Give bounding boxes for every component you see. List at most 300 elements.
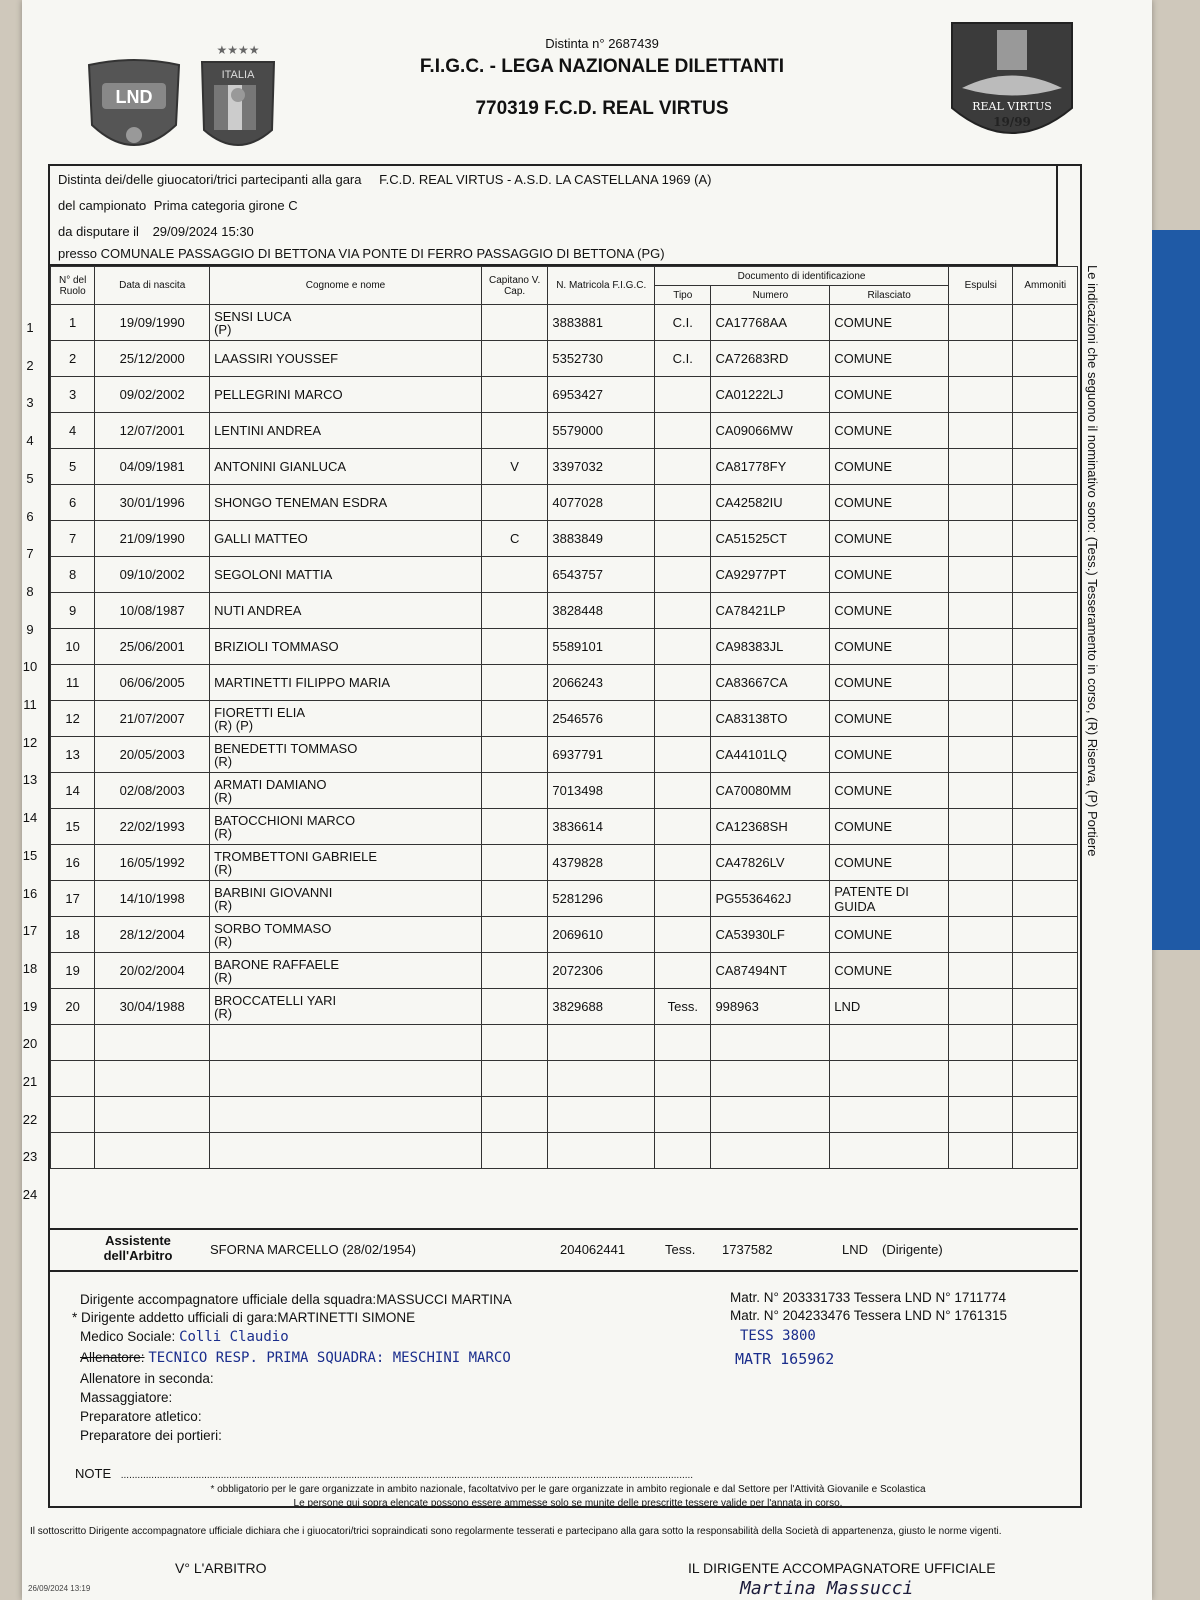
cell-nascita	[95, 1133, 210, 1169]
cell-rilasciato: COMUNE	[830, 629, 949, 665]
cell-nome	[210, 449, 482, 485]
cell-numero	[711, 1025, 830, 1061]
cell-capitano	[481, 305, 547, 341]
cell-numero: CA83667CA	[711, 665, 830, 701]
arbitro-signature-label: V° L'ARBITRO	[175, 1560, 267, 1576]
col-matricola: N. Matricola F.I.G.C.	[548, 267, 655, 305]
club-logo-name: REAL VIRTUS	[972, 100, 1052, 113]
medico-label: Medico Sociale:	[80, 1329, 176, 1344]
dirigente-name: MASSUCCI MARTINA	[376, 1292, 512, 1307]
fine-print-1: * obbligatorio per le gare organizzate in ambito nazionale, facoltatvivo per le gare organizzate in ambito regionale e dal Settore per l'Attività Giovanile e Scolastica	[210, 1484, 926, 1495]
player-name: BARBINI GIOVANNI	[214, 884, 333, 900]
assistant-name: SFORNA MARCELLO (28/02/1954)	[210, 1242, 416, 1257]
svg-text:★★★★: ★★★★	[216, 43, 260, 57]
cell-ammoniti	[1013, 593, 1078, 629]
table-row	[51, 845, 1078, 881]
table-row	[51, 953, 1078, 989]
cell-ammoniti	[1013, 917, 1078, 953]
cell-rilasciato: COMUNE	[830, 449, 949, 485]
addetto-name: MARTINETTI SIMONE	[277, 1310, 416, 1325]
preparatore-label: Preparatore atletico:	[80, 1409, 202, 1424]
cell-nome	[210, 1025, 482, 1061]
table-row	[51, 449, 1078, 485]
cell-espulsi	[949, 629, 1013, 665]
cell-ammoniti	[1013, 953, 1078, 989]
player-name: NUTI ANDREA	[214, 603, 302, 618]
cell-espulsi	[949, 953, 1013, 989]
date-label: da disputare il	[58, 224, 139, 239]
assistant-label	[78, 1233, 198, 1263]
table-row	[51, 881, 1078, 917]
cell-numero	[711, 1061, 830, 1097]
table-row	[51, 989, 1078, 1025]
margin-row-number: 7	[26, 546, 34, 562]
dirigente-matr: Matr. N° 203331733 Tessera LND N° 1711774	[730, 1290, 1006, 1305]
lnd-logo-text: LND	[115, 87, 153, 107]
cell-capitano	[481, 773, 547, 809]
margin-row-number: 4	[26, 433, 34, 449]
cell-numero: CA70080MM	[711, 773, 830, 809]
cell-espulsi	[949, 413, 1013, 449]
cell-rilasciato	[830, 1061, 949, 1097]
margin-row-number: 14	[22, 810, 38, 826]
cell-nascita: 10/08/1987	[95, 593, 210, 629]
match-date: 29/09/2024 15:30	[152, 224, 254, 239]
cell-nome	[210, 953, 482, 989]
assistant-tipo: Tess.	[665, 1242, 696, 1257]
cell-ammoniti	[1013, 377, 1078, 413]
cell-capitano	[481, 341, 547, 377]
cell-ammoniti	[1013, 557, 1078, 593]
cell-espulsi	[949, 773, 1013, 809]
player-name: ANTONINI GIANLUCA	[214, 459, 347, 474]
cell-rilasciato: COMUNE	[830, 773, 949, 809]
date-line	[58, 224, 1018, 239]
dirigente-line	[80, 1292, 512, 1307]
cell-rilasciato: COMUNE	[830, 701, 949, 737]
cell-nome	[210, 377, 482, 413]
cell-espulsi	[949, 845, 1013, 881]
cell-nome	[210, 413, 482, 449]
cell-nome	[210, 989, 482, 1025]
cell-matricola: 3883881	[548, 305, 655, 341]
cell-nascita: 19/09/1990	[95, 305, 210, 341]
cell-espulsi	[949, 1097, 1013, 1133]
cell-nascita: 21/09/1990	[95, 521, 210, 557]
players-table	[50, 266, 1078, 1169]
cell-tipo	[655, 773, 711, 809]
cell-matricola: 3397032	[548, 449, 655, 485]
cell-ammoniti	[1013, 881, 1078, 917]
cell-ammoniti	[1013, 701, 1078, 737]
cell-ruolo: 3	[51, 377, 95, 413]
cell-rilasciato: LND	[830, 989, 949, 1025]
cell-matricola: 5352730	[548, 341, 655, 377]
cell-capitano	[481, 557, 547, 593]
side-legend	[1082, 265, 1102, 985]
table-row	[51, 593, 1078, 629]
assistant-numero: 1737582	[722, 1242, 773, 1257]
table-row	[51, 341, 1078, 377]
cell-ammoniti	[1013, 521, 1078, 557]
cell-ruolo: 15	[51, 809, 95, 845]
player-name: BATOCCHIONI MARCO	[214, 812, 356, 828]
cell-ruolo: 12	[51, 701, 95, 737]
addetto-label: * Dirigente addetto ufficiali di gara:	[72, 1310, 278, 1325]
margin-row-number: 1	[26, 320, 34, 335]
cell-ruolo: 11	[51, 665, 95, 701]
cell-espulsi	[949, 449, 1013, 485]
player-name: BRIZIOLI TOMMASO	[214, 639, 339, 654]
cell-capitano: C	[481, 521, 547, 557]
cell-matricola	[548, 1133, 655, 1169]
massaggiatore-label: Massaggiatore:	[80, 1390, 173, 1405]
margin-row-number: 13	[22, 772, 38, 788]
cell-espulsi	[949, 485, 1013, 521]
italia-logo-text: ITALIA	[221, 69, 255, 81]
cell-ruolo: 14	[51, 773, 95, 809]
cell-numero: CA81778FY	[711, 449, 830, 485]
cell-nascita: 04/09/1981	[95, 449, 210, 485]
cell-capitano	[481, 665, 547, 701]
cell-tipo	[655, 953, 711, 989]
cell-tipo	[655, 917, 711, 953]
cell-espulsi	[949, 1025, 1013, 1061]
cell-ruolo: 7	[51, 521, 95, 557]
cell-nascita: 02/08/2003	[95, 773, 210, 809]
cell-ruolo	[51, 1061, 95, 1097]
table-row	[51, 557, 1078, 593]
player-name: MARTINETTI FILIPPO MARIA	[214, 675, 391, 690]
cell-nome	[210, 629, 482, 665]
cell-ammoniti	[1013, 1133, 1078, 1169]
cell-capitano	[481, 1097, 547, 1133]
table-row	[51, 521, 1078, 557]
cell-matricola: 2546576	[548, 701, 655, 737]
match-teams-line	[58, 172, 1018, 187]
margin-row-number: 8	[26, 583, 34, 599]
cell-tipo	[655, 629, 711, 665]
player-name: PELLEGRINI MARCO	[214, 387, 343, 402]
cell-espulsi	[949, 701, 1013, 737]
cell-ruolo: 9	[51, 593, 95, 629]
margin-row-number: 3	[26, 395, 34, 411]
table-row	[51, 1025, 1078, 1061]
cell-numero: CA92977PT	[711, 557, 830, 593]
table-row	[51, 737, 1078, 773]
cell-rilasciato: COMUNE	[830, 665, 949, 701]
col-numero: Numero	[711, 286, 830, 305]
cell-tipo	[655, 1133, 711, 1169]
allenatore-label: Allenatore:	[80, 1350, 145, 1365]
cell-capitano	[481, 701, 547, 737]
cell-numero: CA47826LV	[711, 845, 830, 881]
player-tag: (R) (P)	[214, 717, 254, 733]
cell-rilasciato: COMUNE	[830, 377, 949, 413]
cell-nascita: 06/06/2005	[95, 665, 210, 701]
cell-nascita: 14/10/1998	[95, 881, 210, 917]
cell-espulsi	[949, 917, 1013, 953]
margin-row-number: 20	[22, 1036, 38, 1052]
cell-matricola: 6953427	[548, 377, 655, 413]
player-name: BROCCATELLI YARI	[214, 992, 337, 1008]
cell-numero: CA17768AA	[711, 305, 830, 341]
cell-ruolo: 1	[51, 305, 95, 341]
player-name: LAASSIRI YOUSSEF	[214, 351, 339, 366]
player-name: BENEDETTI TOMMASO	[214, 740, 358, 756]
declaration: Il sottoscritto Dirigente accompagnatore ufficiale dichiara che i giuocatori/trici sopraindicati sono regolarmente tesserati e partecipano alla gara sotto la responsabilità della Società di appartenenza, giusto le norme vigenti.	[30, 1526, 1002, 1537]
cell-ruolo: 10	[51, 629, 95, 665]
cell-espulsi	[949, 377, 1013, 413]
table-row	[51, 1061, 1078, 1097]
player-name: SHONGO TENEMAN ESDRA	[214, 495, 388, 510]
player-tag: (R)	[214, 933, 233, 949]
table-row	[51, 485, 1078, 521]
cell-espulsi	[949, 737, 1013, 773]
cell-matricola: 2072306	[548, 953, 655, 989]
dirigente-label: Dirigente accompagnatore ufficiale della squadra:	[80, 1292, 377, 1307]
player-name: SENSI LUCA	[214, 308, 292, 324]
cell-tipo: C.I.	[655, 305, 711, 341]
cell-numero: CA44101LQ	[711, 737, 830, 773]
cell-ruolo: 4	[51, 413, 95, 449]
assistant-referee-row	[50, 1228, 1078, 1272]
cell-ammoniti	[1013, 1061, 1078, 1097]
player-name: BARONE RAFFAELE	[214, 956, 340, 972]
cell-ammoniti	[1013, 629, 1078, 665]
cell-tipo	[655, 701, 711, 737]
cell-espulsi	[949, 521, 1013, 557]
cell-matricola: 3883849	[548, 521, 655, 557]
cell-nome	[210, 1133, 482, 1169]
cell-numero: CA72683RD	[711, 341, 830, 377]
cell-capitano	[481, 1133, 547, 1169]
cell-nome	[210, 1097, 482, 1133]
cell-nome	[210, 341, 482, 377]
margin-row-number: 23	[22, 1149, 38, 1165]
cell-rilasciato: COMUNE	[830, 737, 949, 773]
margin-row-number: 17	[22, 923, 38, 939]
player-name: GALLI MATTEO	[214, 531, 308, 546]
cell-numero	[711, 1097, 830, 1133]
cell-ammoniti	[1013, 449, 1078, 485]
cell-matricola: 6543757	[548, 557, 655, 593]
cell-capitano	[481, 917, 547, 953]
notes-line	[75, 1466, 693, 1481]
table-row	[51, 701, 1078, 737]
cell-rilasciato: COMUNE	[830, 557, 949, 593]
cell-matricola: 4077028	[548, 485, 655, 521]
cell-espulsi	[949, 809, 1013, 845]
cell-tipo	[655, 593, 711, 629]
cell-rilasciato: COMUNE	[830, 809, 949, 845]
margin-row-number: 18	[22, 960, 38, 976]
assistant-matricola: 204062441	[560, 1242, 626, 1257]
cell-nascita: 09/10/2002	[95, 557, 210, 593]
assistant-role: (Dirigente)	[882, 1242, 943, 1257]
assistant-label-line1: Assistente	[105, 1233, 171, 1248]
margin-row-number: 24	[22, 1187, 38, 1203]
cell-matricola: 3828448	[548, 593, 655, 629]
col-espulsi: Espulsi	[949, 267, 1013, 305]
cell-matricola	[548, 1025, 655, 1061]
cell-nascita: 09/02/2002	[95, 377, 210, 413]
notes-dots: ..............................................................................................................................................................................................................	[120, 1470, 694, 1481]
player-name: LENTINI ANDREA	[214, 423, 321, 438]
cell-matricola: 4379828	[548, 845, 655, 881]
cell-ruolo: 16	[51, 845, 95, 881]
cell-nome	[210, 773, 482, 809]
margin-row-number: 5	[26, 470, 34, 486]
player-tag: (R)	[214, 753, 233, 769]
cell-numero: CA78421LP	[711, 593, 830, 629]
cell-numero: CA53930LF	[711, 917, 830, 953]
print-timestamp: 26/09/2024 13:19	[28, 1584, 91, 1593]
cell-matricola: 5281296	[548, 881, 655, 917]
cell-matricola: 5579000	[548, 413, 655, 449]
cell-matricola: 3829688	[548, 989, 655, 1025]
cell-capitano	[481, 629, 547, 665]
cell-capitano: V	[481, 449, 547, 485]
cell-nome	[210, 737, 482, 773]
player-name: TROMBETTONI GABRIELE	[214, 848, 378, 864]
cell-tipo	[655, 845, 711, 881]
cell-nascita	[95, 1025, 210, 1061]
fine-print-2: Le persone qui sopra elencate possono essere ammesse solo se munite delle prescritte tessere valide per l'annata in corso.	[293, 1498, 843, 1509]
venue: COMUNALE PASSAGGIO DI BETTONA VIA PONTE DI FERRO PASSAGGIO DI BETTONA (PG)	[100, 246, 665, 261]
cell-tipo	[655, 557, 711, 593]
col-tipo: Tipo	[655, 286, 711, 305]
player-name: SORBO TOMMASO	[214, 920, 332, 936]
cell-nome	[210, 917, 482, 953]
cell-tipo	[655, 449, 711, 485]
col-capitano: Capitano V. Cap.	[481, 267, 547, 305]
cell-nome	[210, 701, 482, 737]
cell-ruolo	[51, 1097, 95, 1133]
player-name: FIORETTI ELIA	[214, 704, 306, 720]
cell-matricola: 3836614	[548, 809, 655, 845]
cell-espulsi	[949, 341, 1013, 377]
cell-tipo	[655, 1061, 711, 1097]
cell-matricola	[548, 1061, 655, 1097]
cell-matricola: 5589101	[548, 629, 655, 665]
cell-nome	[210, 305, 482, 341]
cell-tipo	[655, 881, 711, 917]
margin-row-number: 19	[22, 998, 38, 1014]
cell-tipo	[655, 665, 711, 701]
cell-nome	[210, 809, 482, 845]
table-row	[51, 665, 1078, 701]
cell-rilasciato: COMUNE	[830, 521, 949, 557]
cell-nascita: 22/02/1993	[95, 809, 210, 845]
allenatore-matr-handwritten: MATR 165962	[735, 1350, 835, 1368]
cell-tipo	[655, 809, 711, 845]
italia-logo-icon	[198, 40, 278, 160]
cell-rilasciato: COMUNE	[830, 917, 949, 953]
cell-capitano	[481, 809, 547, 845]
cell-nascita: 20/02/2004	[95, 953, 210, 989]
cell-espulsi	[949, 1061, 1013, 1097]
player-tag: (R)	[214, 861, 233, 877]
col-ammoniti: Ammoniti	[1013, 267, 1078, 305]
match-teams: F.C.D. REAL VIRTUS - A.S.D. LA CASTELLANA 1969 (A)	[379, 172, 712, 187]
cell-ruolo	[51, 1133, 95, 1169]
allenatore-handwritten: TECNICO RESP. PRIMA SQUADRA: MESCHINI MARCO	[148, 1350, 511, 1366]
cell-ammoniti	[1013, 773, 1078, 809]
table-row	[51, 377, 1078, 413]
cell-capitano	[481, 845, 547, 881]
cell-nascita	[95, 1061, 210, 1097]
cell-tipo	[655, 485, 711, 521]
cell-ruolo	[51, 1025, 95, 1061]
table-row	[51, 1133, 1078, 1169]
cell-numero: CA12368SH	[711, 809, 830, 845]
cell-espulsi	[949, 557, 1013, 593]
addetto-line	[72, 1310, 415, 1325]
cell-ammoniti	[1013, 809, 1078, 845]
cell-numero: CA87494NT	[711, 953, 830, 989]
margin-row-number: 11	[23, 697, 37, 712]
cell-rilasciato: COMUNE	[830, 593, 949, 629]
cell-ammoniti	[1013, 341, 1078, 377]
margin-row-number: 12	[22, 734, 38, 750]
cell-tipo	[655, 737, 711, 773]
table-row	[51, 1097, 1078, 1133]
cell-tipo: Tess.	[655, 989, 711, 1025]
federation-title: F.I.G.C. - LEGA NAZIONALE DILETTANTI	[419, 56, 785, 77]
cell-nascita: 28/12/2004	[95, 917, 210, 953]
margin-row-number: 9	[26, 621, 34, 637]
margin-row-number: 6	[26, 508, 34, 524]
cell-capitano	[481, 1061, 547, 1097]
player-tag: (P)	[214, 321, 232, 337]
cell-nome	[210, 1061, 482, 1097]
cell-capitano	[481, 593, 547, 629]
col-nome: Cognome e nome	[210, 267, 482, 305]
cell-tipo: C.I.	[655, 341, 711, 377]
cell-ammoniti	[1013, 989, 1078, 1025]
seconda-label: Allenatore in seconda:	[80, 1371, 214, 1386]
handwritten-signature: Martina Massucci	[740, 1578, 914, 1599]
cell-rilasciato	[830, 1133, 949, 1169]
cell-nome	[210, 521, 482, 557]
margin-row-number: 2	[26, 357, 34, 373]
club-title: 770319 F.C.D. REAL VIRTUS	[475, 98, 729, 119]
cell-espulsi	[949, 881, 1013, 917]
cell-numero: CA83138TO	[711, 701, 830, 737]
cell-rilasciato: COMUNE	[830, 485, 949, 521]
cell-tipo	[655, 521, 711, 557]
cell-rilasciato: COMUNE	[830, 305, 949, 341]
cell-numero	[711, 1133, 830, 1169]
cell-rilasciato: COMUNE	[830, 341, 949, 377]
player-name: ARMATI DAMIANO	[214, 776, 327, 792]
cell-capitano	[481, 1025, 547, 1061]
margin-row-number: 21	[22, 1074, 38, 1089]
cell-nascita: 21/07/2007	[95, 701, 210, 737]
cell-nascita: 25/12/2000	[95, 341, 210, 377]
cell-ammoniti	[1013, 737, 1078, 773]
margin-row-number: 16	[22, 885, 38, 901]
cell-numero: PG5536462J	[711, 881, 830, 917]
cell-nascita: 30/04/1988	[95, 989, 210, 1025]
cell-nascita: 16/05/1992	[95, 845, 210, 881]
cell-ruolo: 6	[51, 485, 95, 521]
cell-capitano	[481, 989, 547, 1025]
cell-ruolo: 8	[51, 557, 95, 593]
cell-ammoniti	[1013, 845, 1078, 881]
cell-nome	[210, 665, 482, 701]
